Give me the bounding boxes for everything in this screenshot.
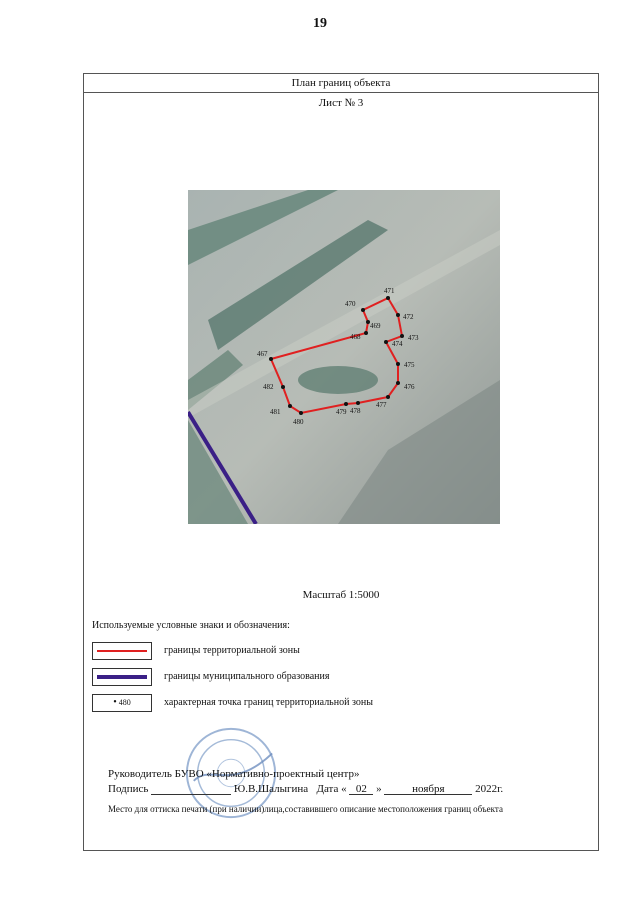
legend-point-text: характерная точка границ территориальной зоны: [164, 697, 373, 708]
boundary-point-480: [299, 411, 303, 415]
boundary-point-476: [396, 381, 400, 385]
signature-row: [108, 783, 503, 795]
legend-point-sample: [92, 694, 152, 712]
boundary-point-478: [356, 401, 360, 405]
date-month: ноября: [384, 783, 472, 795]
point-label-472: 472: [403, 313, 414, 321]
point-label-475: 475: [404, 361, 415, 369]
point-label-480: 480: [293, 418, 304, 426]
boundary-point-482: [281, 385, 285, 389]
stamp-place-note: Место для оттиска печати (при наличии)лица,составившего описание местоположения границ объекта: [108, 804, 503, 814]
legend-municipal-line: [97, 675, 147, 679]
legend-zone-line: [97, 650, 147, 652]
legend-point-label: 480: [118, 698, 131, 707]
boundary-point-468: [364, 331, 368, 335]
point-label-470: 470: [345, 300, 356, 308]
boundary-point-474: [384, 340, 388, 344]
legend-zone-text: границы территориальной зоны: [164, 645, 300, 656]
boundary-point-475: [396, 362, 400, 366]
point-label-473: 473: [408, 334, 419, 342]
point-label-467: 467: [257, 350, 268, 358]
document-frame: [83, 73, 599, 851]
boundary-point-479: [344, 402, 348, 406]
date-quote-close: »: [376, 783, 382, 795]
legend-title: Используемые условные знаки и обозначения:: [92, 620, 290, 631]
point-label-479: 479: [336, 408, 347, 416]
map-scale: Масштаб 1:5000: [302, 589, 380, 601]
point-label-478: 478: [350, 407, 361, 415]
point-label-468: 468: [350, 333, 361, 341]
boundary-point-472: [396, 313, 400, 317]
legend-point-dot: •: [113, 697, 117, 708]
point-label-481: 481: [270, 408, 281, 416]
point-label-476: 476: [404, 383, 415, 391]
signatory-name: Ю.В.Шалыгина: [233, 783, 309, 795]
boundary-point-470: [361, 308, 365, 312]
point-label-474: 474: [392, 340, 403, 348]
date-day: 02: [349, 783, 373, 795]
legend-zone-sample: [92, 642, 152, 660]
boundary-point-477: [386, 395, 390, 399]
signature-line: [151, 783, 231, 795]
point-label-482: 482: [263, 383, 274, 391]
boundary-point-473: [400, 334, 404, 338]
page-number: 19: [313, 16, 327, 31]
point-label-469: 469: [370, 322, 381, 330]
inner-vegetation: [298, 366, 378, 394]
date-year: 2022г.: [475, 783, 504, 795]
boundary-point-467: [269, 357, 273, 361]
legend-municipal-sample: [92, 668, 152, 686]
aerial-map: [188, 190, 500, 524]
document-header: План границ объекта: [84, 74, 598, 93]
date-label: Дата «: [316, 783, 347, 795]
legend-municipal-text: границы муниципального образования: [164, 671, 330, 682]
signature-label: Подпись: [108, 783, 149, 795]
point-label-477: 477: [376, 401, 387, 409]
point-label-471: 471: [384, 287, 395, 295]
sheet-number: Лист № 3: [318, 97, 364, 109]
boundary-point-481: [288, 404, 292, 408]
boundary-point-471: [386, 296, 390, 300]
signature-director: Руководитель БУВО «Нормативно-проектный центр»: [108, 768, 360, 780]
map-svg: [188, 190, 500, 524]
